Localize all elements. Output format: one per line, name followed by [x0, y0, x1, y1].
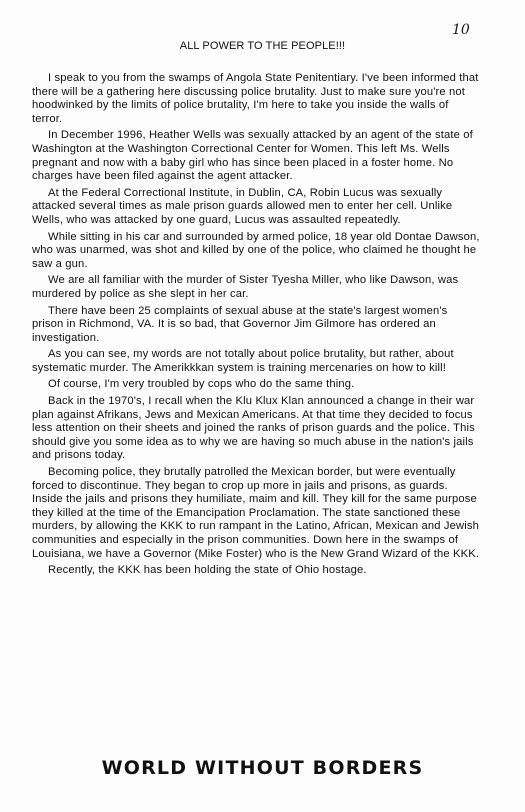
paragraph: I speak to you from the swamps of Angola State Penitentiary. I've been informed that there will be a gathering here discussing police brutality. Just to make sure you're not hoodwinked by the limits of police brutality, I'm here to take you inside the walls of terror. — [32, 72, 479, 125]
paragraph: While sitting in his car and surrounded by armed police, 18 year old Dontae Dawson, who was unarmed, was shot and killed by one of the police, who claimed he thought he saw a gun. — [32, 230, 480, 270]
page-number: 10 — [452, 22, 470, 38]
page-heading: ALL POWER TO THE PEOPLE!!! — [179, 40, 346, 52]
paragraph: There have been 25 complaints of sexual abuse at the state's largest women's prison in Richmond, VA. It is so bad, that Governor Jim Gilmore has ordered an investigation. — [32, 304, 448, 344]
paragraph: Back in the 1970's, I recall when the Klu Klux Klan announced a change in their war plan against Afrikans, Jews and Mexican Americans. At that time they decided to focus less attention on their sheets and joined the ranks of prison guards and the police. This should give you some idea as to why we are having so much abuse in the nation's jails and prisons today. — [32, 395, 475, 462]
paragraph: Recently, the KKK has been holding the state of Ohio hostage. — [48, 564, 367, 577]
paragraph: Of course, I'm very troubled by cops who do the same thing. — [48, 378, 355, 391]
article-body — [32, 72, 480, 581]
paragraph: Becoming police, they brutally patrolled the Mexican border, but were eventually forced to discontinue. They began to crop up more in jails and prisons, as guards. Inside the jails and prisons they humiliate, maim and kill. They kill for the same purpose they killed at the time of the Emancipation Proclamation. The state sanctioned these murders, by allowing the KKK to run rampant in the Latino, African, Mexican and Jewish communities and especially in the prison communities. Down here in the swamps of Louisiana, we have a Governor (Mike Foster) who is the New Grand Wizard of the KKK. — [32, 466, 480, 560]
paragraph: We are all familiar with the murder of Sister Tyesha Miller, who like Dawson, was murdered by police as she slept in her car. — [32, 274, 459, 300]
paragraph: As you can see, my words are not totally about police brutality, but rather, about systematic murder. The Amerikkkan system is training mercenaries on how to kill! — [32, 348, 454, 374]
paragraph: At the Federal Correctional Institute, in Dublin, CA, Robin Lucus was sexually attacked several times as male prison guards allowed men to enter her cell. Unlike Wells, who was attacked by one guard, Lucus was assaulted repeatedly. — [32, 186, 453, 226]
paragraph: In December 1996, Heather Wells was sexually attacked by an agent of the state of Washington at the Washington Correctional Center for Women. This left Ms. Wells pregnant and now with a baby girl who has since been placed in a foster home. No charges have been filed against the agent attacker. — [32, 129, 473, 183]
footer-title: WORLD WITHOUT BORDERS — [101, 757, 424, 779]
